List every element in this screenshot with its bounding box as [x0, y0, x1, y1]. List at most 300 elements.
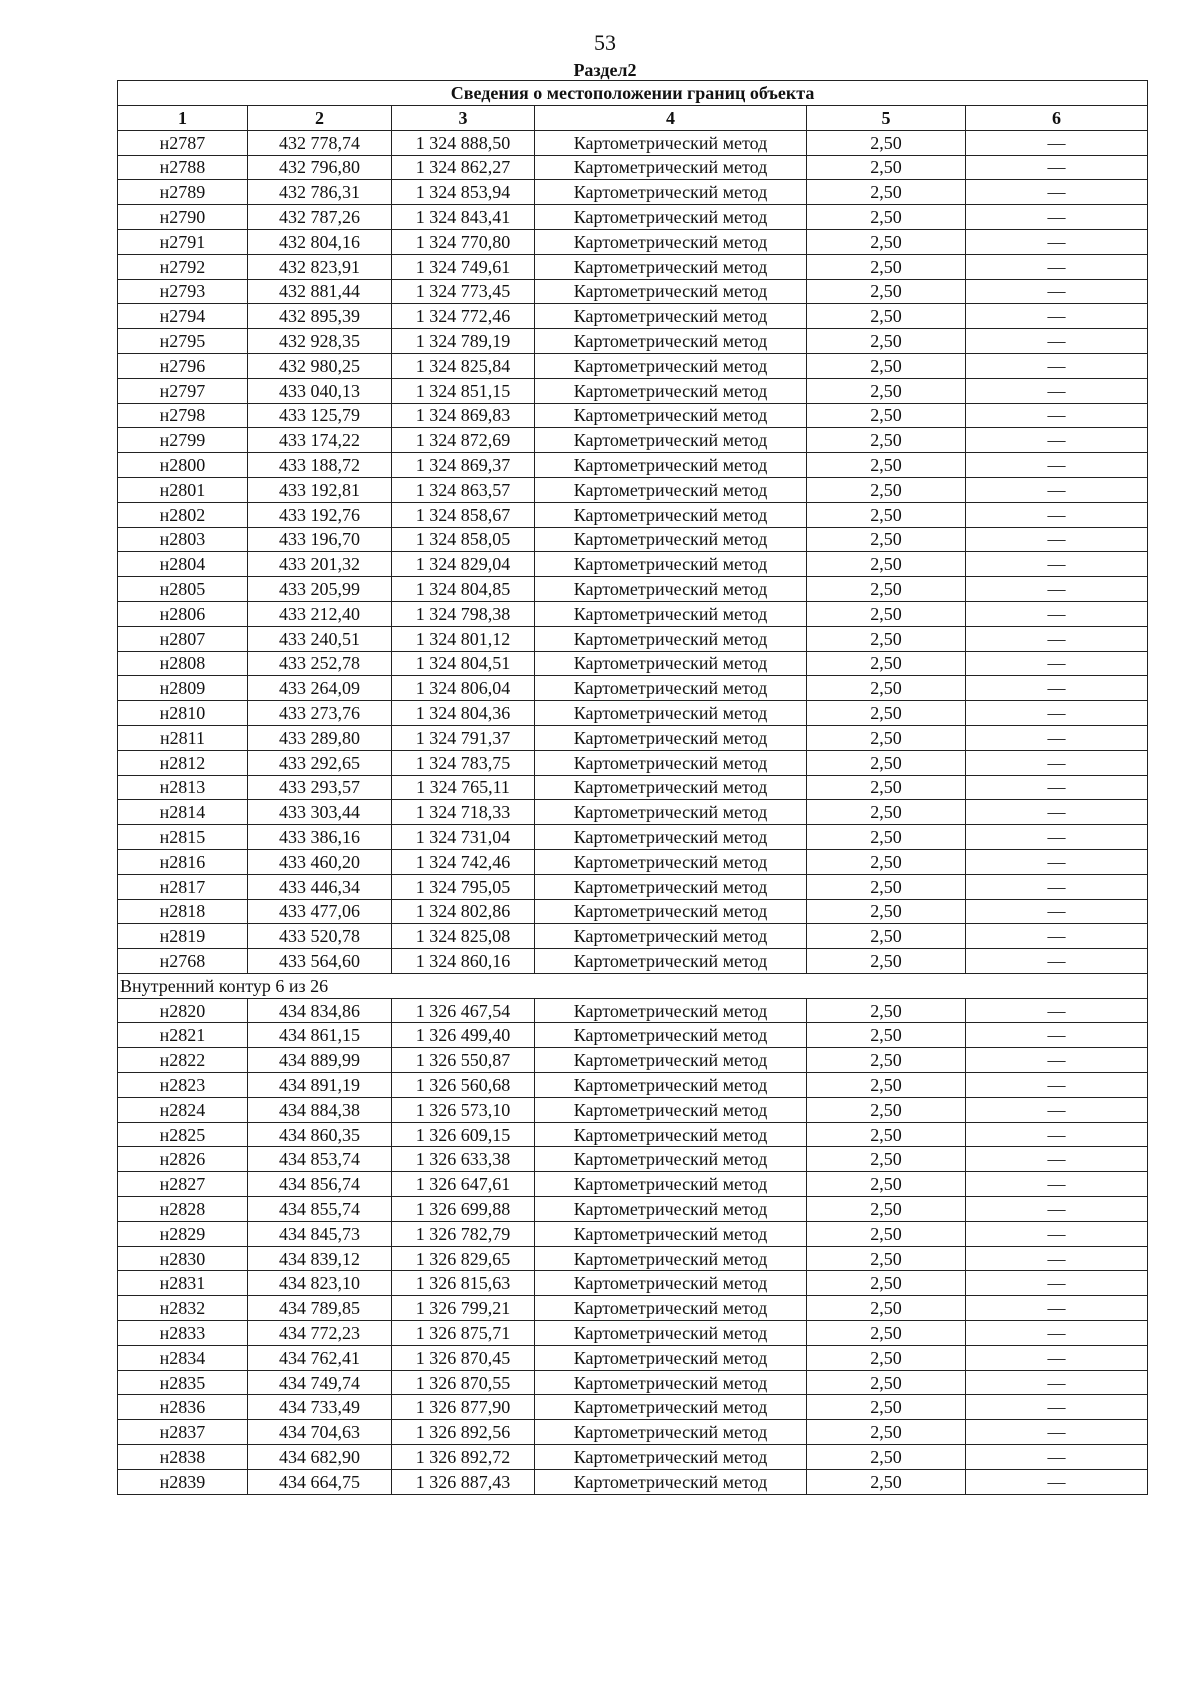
table-cell: 433 192,76	[248, 502, 392, 527]
table-cell: 433 188,72	[248, 453, 392, 478]
table-cell: 2,50	[807, 1246, 966, 1271]
table-cell: н2812	[118, 750, 248, 775]
table-cell: н2825	[118, 1122, 248, 1147]
table-row	[118, 899, 1148, 924]
table-cell: н2829	[118, 1221, 248, 1246]
table-cell: 1 326 875,71	[392, 1321, 535, 1346]
table-cell: 433 460,20	[248, 849, 392, 874]
column-header: 5	[807, 106, 966, 131]
table-cell: н2838	[118, 1445, 248, 1470]
table-cell: 1 326 892,72	[392, 1445, 535, 1470]
table-cell: н2805	[118, 577, 248, 602]
table-cell: Картометрический метод	[535, 725, 807, 750]
table-cell: Картометрический метод	[535, 1370, 807, 1395]
table-cell: 1 324 858,67	[392, 502, 535, 527]
table-row	[118, 701, 1148, 726]
table-cell: Картометрический метод	[535, 428, 807, 453]
table-cell: Картометрический метод	[535, 949, 807, 974]
table-row	[118, 1321, 1148, 1346]
table-cell: 2,50	[807, 800, 966, 825]
table-cell: 2,50	[807, 279, 966, 304]
table-cell: 1 324 860,16	[392, 949, 535, 974]
table-row	[118, 279, 1148, 304]
table-cell: —	[966, 1073, 1148, 1098]
table-cell: Картометрический метод	[535, 1395, 807, 1420]
table-cell: 432 928,35	[248, 329, 392, 354]
table-cell: 1 326 799,21	[392, 1296, 535, 1321]
table-cell: 433 386,16	[248, 825, 392, 850]
table-cell: 434 682,90	[248, 1445, 392, 1470]
table-cell: 434 749,74	[248, 1370, 392, 1395]
table-cell: Картометрический метод	[535, 1221, 807, 1246]
table-cell: 1 324 795,05	[392, 874, 535, 899]
table-row	[118, 552, 1148, 577]
table-cell: н2827	[118, 1172, 248, 1197]
table-cell: 1 324 749,61	[392, 254, 535, 279]
table-cell: 1 326 699,88	[392, 1197, 535, 1222]
table-cell: 1 326 870,55	[392, 1370, 535, 1395]
table-cell: 2,50	[807, 676, 966, 701]
table-cell: 2,50	[807, 849, 966, 874]
table-cell: —	[966, 279, 1148, 304]
table-cell: —	[966, 1370, 1148, 1395]
table-cell: Картометрический метод	[535, 1445, 807, 1470]
table-cell: Картометрический метод	[535, 1122, 807, 1147]
table-row	[118, 1271, 1148, 1296]
table-row	[118, 502, 1148, 527]
table-cell: 1 326 887,43	[392, 1469, 535, 1494]
table-row	[118, 1345, 1148, 1370]
table-cell: Картометрический метод	[535, 1345, 807, 1370]
table-cell: 433 264,09	[248, 676, 392, 701]
table-cell: —	[966, 998, 1148, 1023]
table-cell: н2793	[118, 279, 248, 304]
table-cell: —	[966, 825, 1148, 850]
table-cell: н2815	[118, 825, 248, 850]
table-cell: н2801	[118, 477, 248, 502]
table-cell: Картометрический метод	[535, 1321, 807, 1346]
table-cell: н2822	[118, 1048, 248, 1073]
table-cell: —	[966, 924, 1148, 949]
table-row	[118, 874, 1148, 899]
table-cell: Картометрический метод	[535, 1246, 807, 1271]
table-row	[118, 1048, 1148, 1073]
table-cell: Картометрический метод	[535, 601, 807, 626]
table-cell: 1 324 862,27	[392, 155, 535, 180]
table-row	[118, 130, 1148, 155]
table-cell: 2,50	[807, 1097, 966, 1122]
table-cell: 2,50	[807, 998, 966, 1023]
column-header: 4	[535, 106, 807, 131]
table-cell: —	[966, 1395, 1148, 1420]
table-cell: 1 324 765,11	[392, 775, 535, 800]
table-cell: —	[966, 180, 1148, 205]
table-cell: —	[966, 874, 1148, 899]
table-cell: —	[966, 155, 1148, 180]
table-cell: 2,50	[807, 428, 966, 453]
table-cell: Картометрический метод	[535, 1197, 807, 1222]
table-cell: 432 778,74	[248, 130, 392, 155]
table-cell: 2,50	[807, 775, 966, 800]
table-cell: 2,50	[807, 626, 966, 651]
table-cell: 2,50	[807, 1469, 966, 1494]
table-title: Сведения о местоположении границ объекта	[118, 81, 1148, 106]
table-cell: —	[966, 329, 1148, 354]
table-row	[118, 477, 1148, 502]
table-cell: 433 212,40	[248, 601, 392, 626]
table-cell: 434 853,74	[248, 1147, 392, 1172]
table-cell: Картометрический метод	[535, 527, 807, 552]
table-cell: —	[966, 775, 1148, 800]
table-cell: —	[966, 651, 1148, 676]
table-cell: 1 324 772,46	[392, 304, 535, 329]
table-row	[118, 378, 1148, 403]
table-cell: —	[966, 304, 1148, 329]
table-cell: 434 860,35	[248, 1122, 392, 1147]
table-cell: Картометрический метод	[535, 825, 807, 850]
table-cell: 1 324 843,41	[392, 205, 535, 230]
table-cell: 2,50	[807, 1122, 966, 1147]
table-cell: —	[966, 1445, 1148, 1470]
table-cell: Картометрический метод	[535, 651, 807, 676]
table-row	[118, 1197, 1148, 1222]
table-cell: 2,50	[807, 1395, 966, 1420]
table-cell: —	[966, 527, 1148, 552]
table-cell: н2837	[118, 1420, 248, 1445]
table-cell: 1 326 870,45	[392, 1345, 535, 1370]
table-cell: —	[966, 1321, 1148, 1346]
table-cell: 433 303,44	[248, 800, 392, 825]
table-cell: Картометрический метод	[535, 1469, 807, 1494]
table-row	[118, 1073, 1148, 1098]
table-cell: н2803	[118, 527, 248, 552]
table-cell: 1 324 825,08	[392, 924, 535, 949]
table-cell: 1 326 633,38	[392, 1147, 535, 1172]
table-cell: 2,50	[807, 601, 966, 626]
table-cell: 1 326 467,54	[392, 998, 535, 1023]
table-row	[118, 725, 1148, 750]
table-cell: Картометрический метод	[535, 1271, 807, 1296]
table-cell: 432 881,44	[248, 279, 392, 304]
table-cell: 1 324 770,80	[392, 229, 535, 254]
table-cell: 433 273,76	[248, 701, 392, 726]
table-cell: 2,50	[807, 1172, 966, 1197]
table-cell: 1 326 550,87	[392, 1048, 535, 1073]
table-cell: н2828	[118, 1197, 248, 1222]
table-cell: —	[966, 1296, 1148, 1321]
table-cell: 1 324 731,04	[392, 825, 535, 850]
table-cell: 2,50	[807, 304, 966, 329]
table-cell: 433 477,06	[248, 899, 392, 924]
table-cell: 2,50	[807, 725, 966, 750]
table-cell: —	[966, 750, 1148, 775]
table-cell: 2,50	[807, 205, 966, 230]
table-cell: 432 823,91	[248, 254, 392, 279]
table-cell: Картометрический метод	[535, 130, 807, 155]
table-cell: 433 125,79	[248, 403, 392, 428]
table-cell: —	[966, 849, 1148, 874]
table-cell: 1 326 499,40	[392, 1023, 535, 1048]
table-cell: н2816	[118, 849, 248, 874]
table-cell: 433 192,81	[248, 477, 392, 502]
table-cell: —	[966, 403, 1148, 428]
table-cell: н2791	[118, 229, 248, 254]
table-cell: 1 326 815,63	[392, 1271, 535, 1296]
table-cell: —	[966, 428, 1148, 453]
table-cell: —	[966, 1097, 1148, 1122]
column-header: 3	[392, 106, 535, 131]
table-cell: н2796	[118, 353, 248, 378]
column-header-row	[118, 106, 1148, 131]
table-cell: Картометрический метод	[535, 329, 807, 354]
table-cell: н2798	[118, 403, 248, 428]
table-cell: н2834	[118, 1345, 248, 1370]
table-cell: н2823	[118, 1073, 248, 1098]
table-cell: 2,50	[807, 1321, 966, 1346]
table-cell: н2792	[118, 254, 248, 279]
table-row	[118, 849, 1148, 874]
table-cell: —	[966, 899, 1148, 924]
table-cell: 432 787,26	[248, 205, 392, 230]
table-cell: Картометрический метод	[535, 353, 807, 378]
table-cell: н2790	[118, 205, 248, 230]
table-cell: н2768	[118, 949, 248, 974]
table-row	[118, 800, 1148, 825]
table-cell: н2819	[118, 924, 248, 949]
table-row	[118, 1122, 1148, 1147]
table-cell: 433 292,65	[248, 750, 392, 775]
table-cell: н2809	[118, 676, 248, 701]
table-cell: н2795	[118, 329, 248, 354]
table-row	[118, 1147, 1148, 1172]
table-cell: 432 804,16	[248, 229, 392, 254]
table-row	[118, 676, 1148, 701]
table-cell: н2813	[118, 775, 248, 800]
table-row	[118, 651, 1148, 676]
table-title-row	[118, 81, 1148, 106]
table-cell: н2832	[118, 1296, 248, 1321]
table-cell: 433 174,22	[248, 428, 392, 453]
table-cell: 434 856,74	[248, 1172, 392, 1197]
table-row	[118, 924, 1148, 949]
table-cell: 433 201,32	[248, 552, 392, 577]
table-row	[118, 949, 1148, 974]
table-cell: 2,50	[807, 155, 966, 180]
table-cell: н2835	[118, 1370, 248, 1395]
table-cell: 2,50	[807, 1296, 966, 1321]
table-cell: Картометрический метод	[535, 899, 807, 924]
table-row	[118, 626, 1148, 651]
table-cell: н2806	[118, 601, 248, 626]
table-row	[118, 304, 1148, 329]
table-cell: н2788	[118, 155, 248, 180]
table-row	[118, 1023, 1148, 1048]
table-cell: н2797	[118, 378, 248, 403]
table-cell: —	[966, 1246, 1148, 1271]
table-row	[118, 453, 1148, 478]
table-cell: —	[966, 353, 1148, 378]
table-cell: Картометрический метод	[535, 1048, 807, 1073]
table-cell: 1 324 801,12	[392, 626, 535, 651]
table-cell: Картометрический метод	[535, 155, 807, 180]
table-row	[118, 1420, 1148, 1445]
table-cell: 434 839,12	[248, 1246, 392, 1271]
table-cell: 433 293,57	[248, 775, 392, 800]
table-row	[118, 254, 1148, 279]
table-cell: —	[966, 1420, 1148, 1445]
table-cell: 1 324 802,86	[392, 899, 535, 924]
table-cell: н2821	[118, 1023, 248, 1048]
table-cell: Картометрический метод	[535, 924, 807, 949]
table-cell: 432 786,31	[248, 180, 392, 205]
table-cell: н2789	[118, 180, 248, 205]
table-cell: —	[966, 130, 1148, 155]
table-cell: 2,50	[807, 1197, 966, 1222]
table-row	[118, 229, 1148, 254]
table-row	[118, 601, 1148, 626]
table-cell: —	[966, 1469, 1148, 1494]
table-row	[118, 825, 1148, 850]
table-cell: Картометрический метод	[535, 874, 807, 899]
table-row	[118, 428, 1148, 453]
table-cell: Картометрический метод	[535, 304, 807, 329]
table-cell: н2818	[118, 899, 248, 924]
table-cell: Картометрический метод	[535, 1172, 807, 1197]
table-cell: Картометрический метод	[535, 800, 807, 825]
table-cell: 1 324 851,15	[392, 378, 535, 403]
table-cell: 434 762,41	[248, 1345, 392, 1370]
column-header: 6	[966, 106, 1148, 131]
table-row	[118, 353, 1148, 378]
table-cell: 2,50	[807, 874, 966, 899]
table-cell: н2802	[118, 502, 248, 527]
table-cell: 2,50	[807, 180, 966, 205]
section-title: Раздел2	[573, 60, 637, 80]
table-cell: Картометрический метод	[535, 701, 807, 726]
table-row	[118, 180, 1148, 205]
table-cell: —	[966, 1122, 1148, 1147]
table-cell: —	[966, 1048, 1148, 1073]
table-row	[118, 750, 1148, 775]
table-cell: 2,50	[807, 477, 966, 502]
table-cell: н2800	[118, 453, 248, 478]
table-cell: —	[966, 453, 1148, 478]
contour-label-row	[118, 973, 1148, 998]
table-cell: 2,50	[807, 453, 966, 478]
table-row	[118, 1445, 1148, 1470]
page-number: 53	[594, 30, 616, 55]
table-cell: 1 324 858,05	[392, 527, 535, 552]
table-cell: Картометрический метод	[535, 1023, 807, 1048]
table-cell: н2808	[118, 651, 248, 676]
table-cell: 1 324 806,04	[392, 676, 535, 701]
table-cell: 434 772,23	[248, 1321, 392, 1346]
table-cell: н2794	[118, 304, 248, 329]
table-cell: 2,50	[807, 130, 966, 155]
contour-label: Внутренний контур 6 из 26	[118, 973, 1148, 998]
table-cell: —	[966, 552, 1148, 577]
table-cell: 1 324 742,46	[392, 849, 535, 874]
table-cell: 1 324 804,85	[392, 577, 535, 602]
table-row	[118, 155, 1148, 180]
table-cell: 2,50	[807, 924, 966, 949]
table-cell: Картометрический метод	[535, 254, 807, 279]
table-cell: 1 324 804,36	[392, 701, 535, 726]
table-cell: —	[966, 701, 1148, 726]
table-row	[118, 998, 1148, 1023]
table-cell: 433 040,13	[248, 378, 392, 403]
table-cell: 1 326 609,15	[392, 1122, 535, 1147]
table-cell: 433 252,78	[248, 651, 392, 676]
table-cell: 1 326 877,90	[392, 1395, 535, 1420]
table-cell: Картометрический метод	[535, 378, 807, 403]
column-header: 2	[248, 106, 392, 131]
table-cell: н2833	[118, 1321, 248, 1346]
table-cell: 434 733,49	[248, 1395, 392, 1420]
table-cell: —	[966, 725, 1148, 750]
boundary-coordinates-table	[117, 80, 1148, 1495]
table-cell: н2814	[118, 800, 248, 825]
table-cell: Картометрический метод	[535, 552, 807, 577]
table-cell: 1 326 573,10	[392, 1097, 535, 1122]
table-body	[118, 130, 1148, 1494]
table-cell: Картометрический метод	[535, 577, 807, 602]
table-cell: —	[966, 1345, 1148, 1370]
table-cell: —	[966, 378, 1148, 403]
table-cell: н2820	[118, 998, 248, 1023]
table-cell: Картометрический метод	[535, 1097, 807, 1122]
table-cell: н2807	[118, 626, 248, 651]
table-cell: —	[966, 229, 1148, 254]
table-cell: —	[966, 601, 1148, 626]
table-cell: 1 324 783,75	[392, 750, 535, 775]
table-cell: 1 326 892,56	[392, 1420, 535, 1445]
table-cell: 2,50	[807, 1023, 966, 1048]
table-row	[118, 527, 1148, 552]
table-cell: Картометрический метод	[535, 180, 807, 205]
table-cell: 2,50	[807, 577, 966, 602]
table-cell: 2,50	[807, 403, 966, 428]
table-cell: 434 664,75	[248, 1469, 392, 1494]
table-cell: 1 324 804,51	[392, 651, 535, 676]
table-cell: 2,50	[807, 1345, 966, 1370]
table-cell: н2787	[118, 130, 248, 155]
table-row	[118, 577, 1148, 602]
table-cell: —	[966, 577, 1148, 602]
table-cell: 432 895,39	[248, 304, 392, 329]
table-cell: 2,50	[807, 329, 966, 354]
table-row	[118, 205, 1148, 230]
table-cell: Картометрический метод	[535, 502, 807, 527]
table-cell: —	[966, 1172, 1148, 1197]
table-cell: 434 861,15	[248, 1023, 392, 1048]
table-cell: н2839	[118, 1469, 248, 1494]
table-cell: 433 520,78	[248, 924, 392, 949]
table-cell: —	[966, 949, 1148, 974]
table-cell: 1 324 829,04	[392, 552, 535, 577]
table-row	[118, 403, 1148, 428]
table-cell: 2,50	[807, 1221, 966, 1246]
table-cell: н2830	[118, 1246, 248, 1271]
table-cell: 2,50	[807, 1445, 966, 1470]
table-cell: 1 324 798,38	[392, 601, 535, 626]
table-cell: 2,50	[807, 1048, 966, 1073]
table-cell: —	[966, 502, 1148, 527]
table-cell: Картометрический метод	[535, 1073, 807, 1098]
table-row	[118, 329, 1148, 354]
table-cell: 2,50	[807, 1147, 966, 1172]
table-row	[118, 775, 1148, 800]
